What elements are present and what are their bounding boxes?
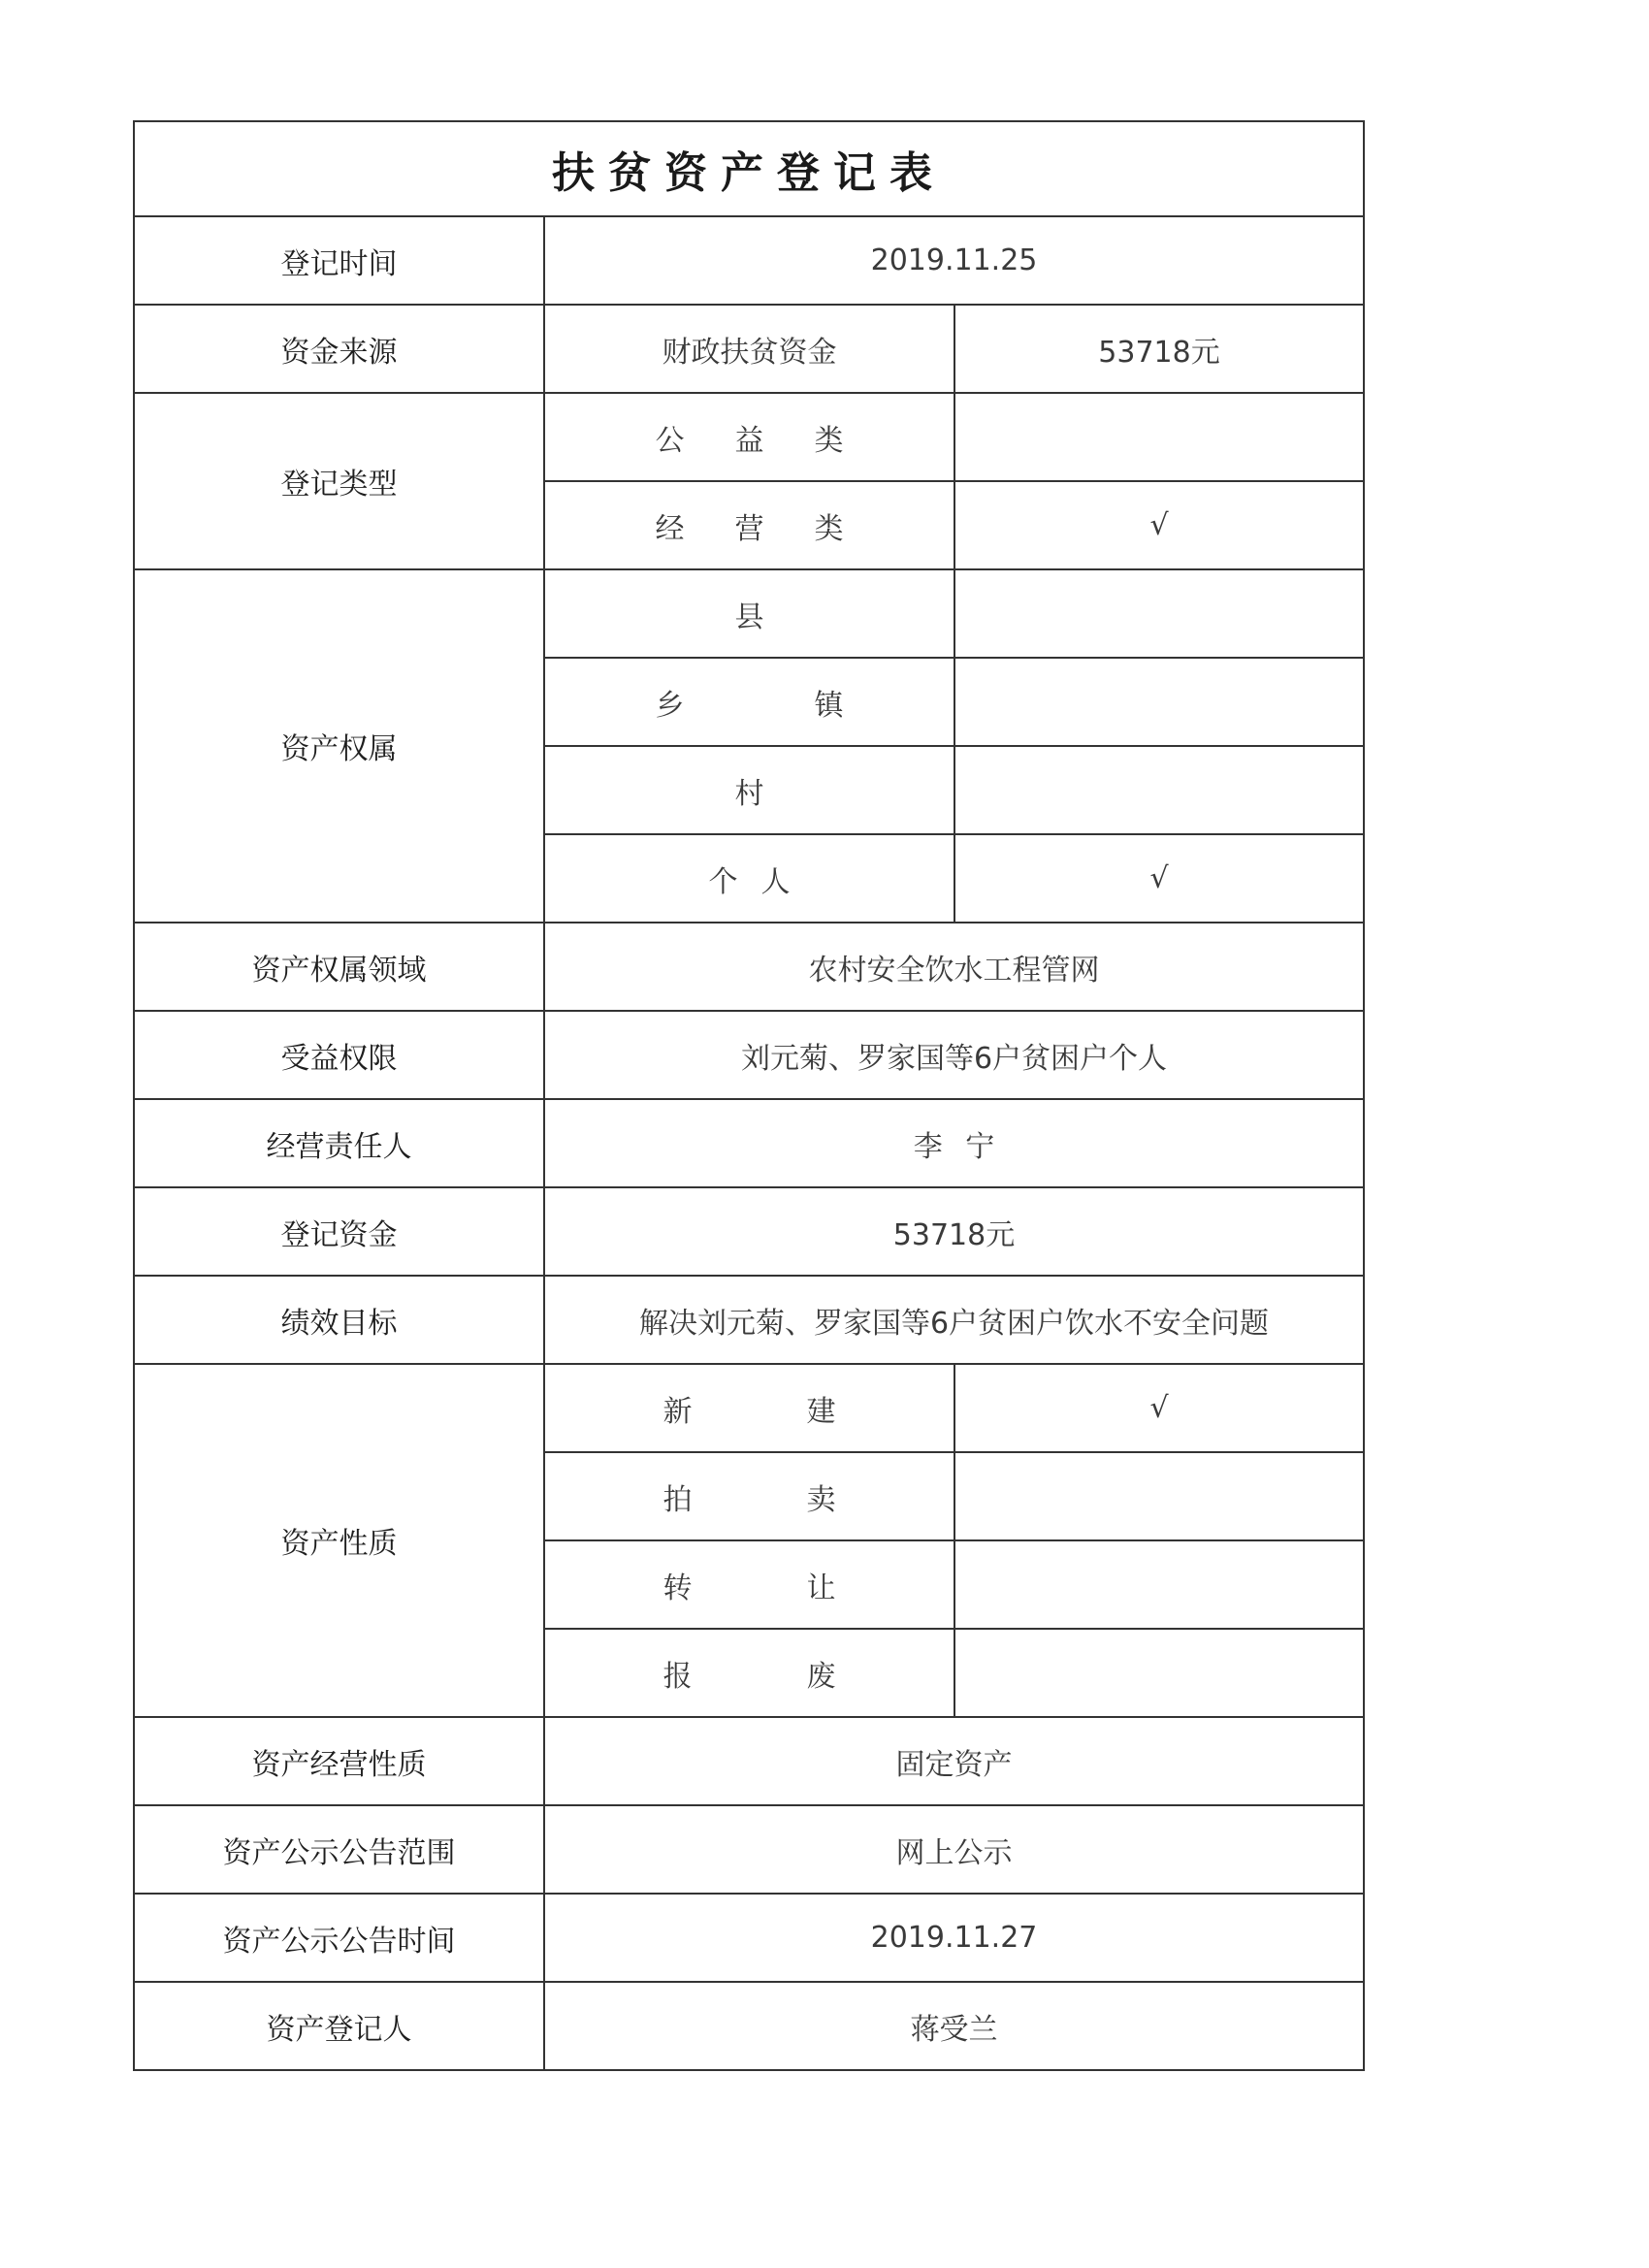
ownership-field-label: 资产权属领域 <box>134 923 544 1011</box>
goal-value: 解决刘元菊、罗家国等6户贫困户饮水不安全问题 <box>544 1276 1364 1364</box>
nature-mark: √ <box>954 1364 1364 1452</box>
nature-option <box>544 1364 954 1452</box>
ownership-option <box>544 569 954 658</box>
nature-mark <box>954 1540 1364 1629</box>
option-char: 让 <box>806 1571 836 1605</box>
nature-mark <box>954 1452 1364 1540</box>
row-ownership-field <box>134 923 1364 1011</box>
ownership-option <box>544 658 954 746</box>
reg-type-option <box>544 481 954 569</box>
option-char: 新 <box>663 1394 693 1429</box>
row-beneficiary <box>134 1011 1364 1099</box>
row-manager <box>134 1099 1364 1187</box>
ownership-mark <box>954 569 1364 658</box>
registrar-label: 资产登记人 <box>134 1982 544 2070</box>
registrar-value: 蒋受兰 <box>544 1982 1364 2070</box>
goal-label: 绩效目标 <box>134 1276 544 1364</box>
option-char: 公 <box>655 423 685 458</box>
row-business-nature <box>134 1717 1364 1805</box>
option-char: 拍 <box>663 1482 693 1517</box>
option-char: 建 <box>806 1394 836 1429</box>
reg-type-mark <box>954 393 1364 481</box>
ownership-option <box>544 834 954 923</box>
row-fund-source <box>134 305 1364 393</box>
option-char: 卖 <box>806 1482 836 1517</box>
reg-type-mark: √ <box>954 481 1364 569</box>
form-title: 扶贫资产登记表 <box>134 121 1364 216</box>
row-reg-fund <box>134 1187 1364 1276</box>
nature-option <box>544 1452 954 1540</box>
ownership-field-value: 农村安全饮水工程管网 <box>544 923 1364 1011</box>
notice-scope-value: 网上公示 <box>544 1805 1364 1894</box>
beneficiary-value: 刘元菊、罗家国等6户贫困户个人 <box>544 1011 1364 1099</box>
ownership-mark <box>954 658 1364 746</box>
reg-time-value: 2019.11.25 <box>544 216 1364 305</box>
row-notice-scope <box>134 1805 1364 1894</box>
reg-time-label: 登记时间 <box>134 216 544 305</box>
business-nature-label: 资产经营性质 <box>134 1717 544 1805</box>
business-nature-value: 固定资产 <box>544 1717 1364 1805</box>
row-reg-type-1 <box>134 393 1364 481</box>
manager-label: 经营责任人 <box>134 1099 544 1187</box>
row-registrar <box>134 1982 1364 2070</box>
notice-time-value: 2019.11.27 <box>544 1894 1364 1982</box>
option-char: 类 <box>814 423 844 458</box>
row-ownership-1 <box>134 569 1364 658</box>
beneficiary-label: 受益权限 <box>134 1011 544 1099</box>
notice-scope-label: 资产公示公告范围 <box>134 1805 544 1894</box>
option-char: 报 <box>663 1659 693 1694</box>
option-char: 废 <box>806 1659 836 1694</box>
nature-option <box>544 1629 954 1717</box>
notice-time-label: 资产公示公告时间 <box>134 1894 544 1982</box>
reg-fund-value: 53718元 <box>544 1187 1364 1276</box>
option-char: 转 <box>663 1571 693 1605</box>
nature-option <box>544 1540 954 1629</box>
reg-type-option <box>544 393 954 481</box>
manager-value: 李 宁 <box>544 1099 1364 1187</box>
option-char: 益 <box>734 423 764 458</box>
asset-registration-form <box>133 120 1365 2071</box>
ownership-mark <box>954 746 1364 834</box>
fund-amount-value: 53718元 <box>954 305 1364 393</box>
row-goal <box>134 1276 1364 1364</box>
ownership-mark: √ <box>954 834 1364 923</box>
option-char: 村 <box>734 776 764 811</box>
ownership-label: 资产权属 <box>134 569 544 923</box>
row-notice-time <box>134 1894 1364 1982</box>
option-char: 经 <box>655 511 685 546</box>
reg-fund-label: 登记资金 <box>134 1187 544 1276</box>
option-char: 营 <box>734 511 764 546</box>
option-char: 个 <box>708 864 738 899</box>
fund-source-label: 资金来源 <box>134 305 544 393</box>
option-char: 县 <box>734 599 764 634</box>
row-reg-time <box>134 216 1364 305</box>
reg-type-label: 登记类型 <box>134 393 544 569</box>
nature-label: 资产性质 <box>134 1364 544 1717</box>
option-char: 类 <box>814 511 844 546</box>
option-char: 镇 <box>814 688 844 723</box>
fund-source-value: 财政扶贫资金 <box>544 305 954 393</box>
option-char: 乡 <box>655 688 685 723</box>
ownership-option <box>544 746 954 834</box>
row-nature-1 <box>134 1364 1364 1452</box>
option-char: 人 <box>760 864 791 899</box>
nature-mark <box>954 1629 1364 1717</box>
